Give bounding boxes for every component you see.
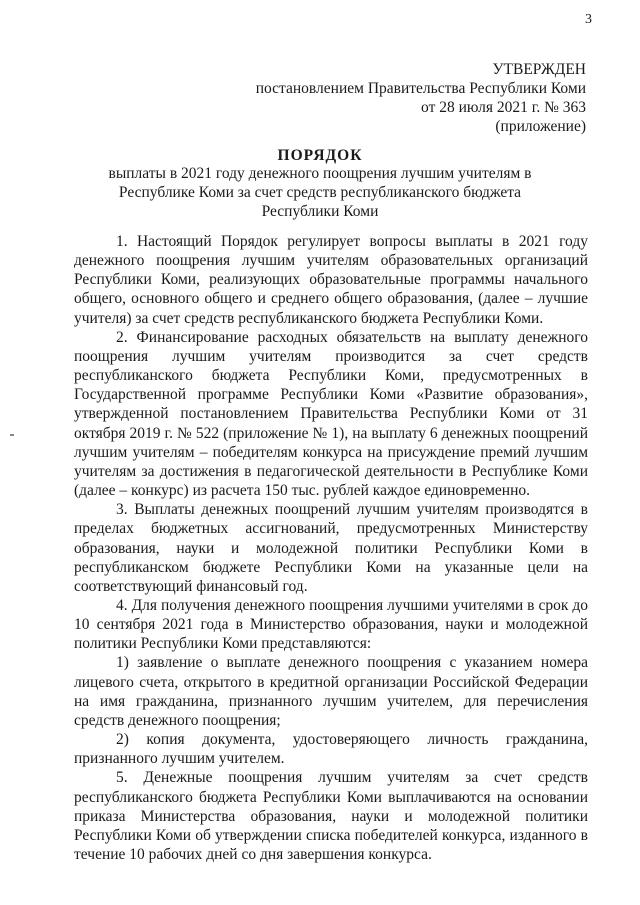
- approval-heading: УТВЕРЖДЕН: [492, 61, 586, 78]
- page-number: 3: [585, 12, 592, 27]
- paragraph-1: 1. Настоящий Порядок регулирует вопросы выплаты в 2021 году денежного поощрения лучшим учителям образовательных организаций Республики Коми, реализующих образовательные программы начального общего, основного общего и среднего общего образования, (далее – лучшие учителя) за счет средств республиканского бюджета Республики Коми.: [74, 233, 588, 327]
- paragraph-3: 3. Выплаты денежных поощрений лучшим учителям производятся в пределах бюджетных ассигнований, предусмотренных Министерству образования, науки и молодежной политики Республики Коми в республиканском бюджете Республики Коми на указанные цели на соответствующий финансовый год.: [74, 501, 588, 595]
- paragraph-4-item-1: 1) заявление о выплате денежного поощрения с указанием номера лицевого счета, открытого в кредитной организации Российской Федерации на имя гражданина, признанного лучшим учителем, для перечисления средств денежного поощрения;: [74, 654, 588, 729]
- document-subtitle: выплаты в 2021 году денежного поощрения лучшим учителям в Республике Коми за счет средств республиканского бюджета Республики Коми: [108, 165, 532, 220]
- approval-decree: постановлением Правительства Республики Коми: [255, 80, 586, 97]
- margin-mark: [10, 434, 14, 436]
- document-title: ПОРЯДОК: [277, 147, 363, 164]
- approval-date: от 28 июля 2021 г. № 363: [421, 99, 586, 116]
- paragraph-4-item-2: 2) копия документа, удостоверяющего личность гражданина, признанного лучшим учителем.: [74, 731, 588, 768]
- approval-note: (приложение): [495, 118, 586, 135]
- document-body: [74, 232, 588, 864]
- paragraph-4: 4. Для получения денежного поощрения лучшими учителями в срок до 10 сентября 2021 года в Министерство образования, науки и молодежной политики Республики Коми представляются:: [74, 596, 588, 653]
- approval-stamp: [240, 60, 586, 136]
- paragraph-5: 5. Денежные поощрения лучшим учителям за счет средств республиканского бюджета Республики Коми выплачиваются на основании приказа Министерства образования, науки и молодежной политики Республики Коми об утверждении списка победителей конкурса, изданного в течение 10 рабочих дней со дня завершения конкурса.: [74, 769, 588, 863]
- paragraph-2: 2. Финансирование расходных обязательств на выплату денежного поощрения лучшим учителям производится за счет средств республиканского бюджета Республики Коми, предусмотренных в Государственной программе Республики Коми «Развитие образования», утвержденной постановлением Правительства Республики Коми от 31 октября 2019 г. № 522 (приложение № 1), на выплату 6 денежных поощрений лучшим учителям – победителям конкурса на присуждение премий лучшим учителям за достижения в педагогической деятельности в Республике Коми (далее – конкурс) из расчета 150 тыс. рублей каждое единовременно.: [74, 328, 588, 500]
